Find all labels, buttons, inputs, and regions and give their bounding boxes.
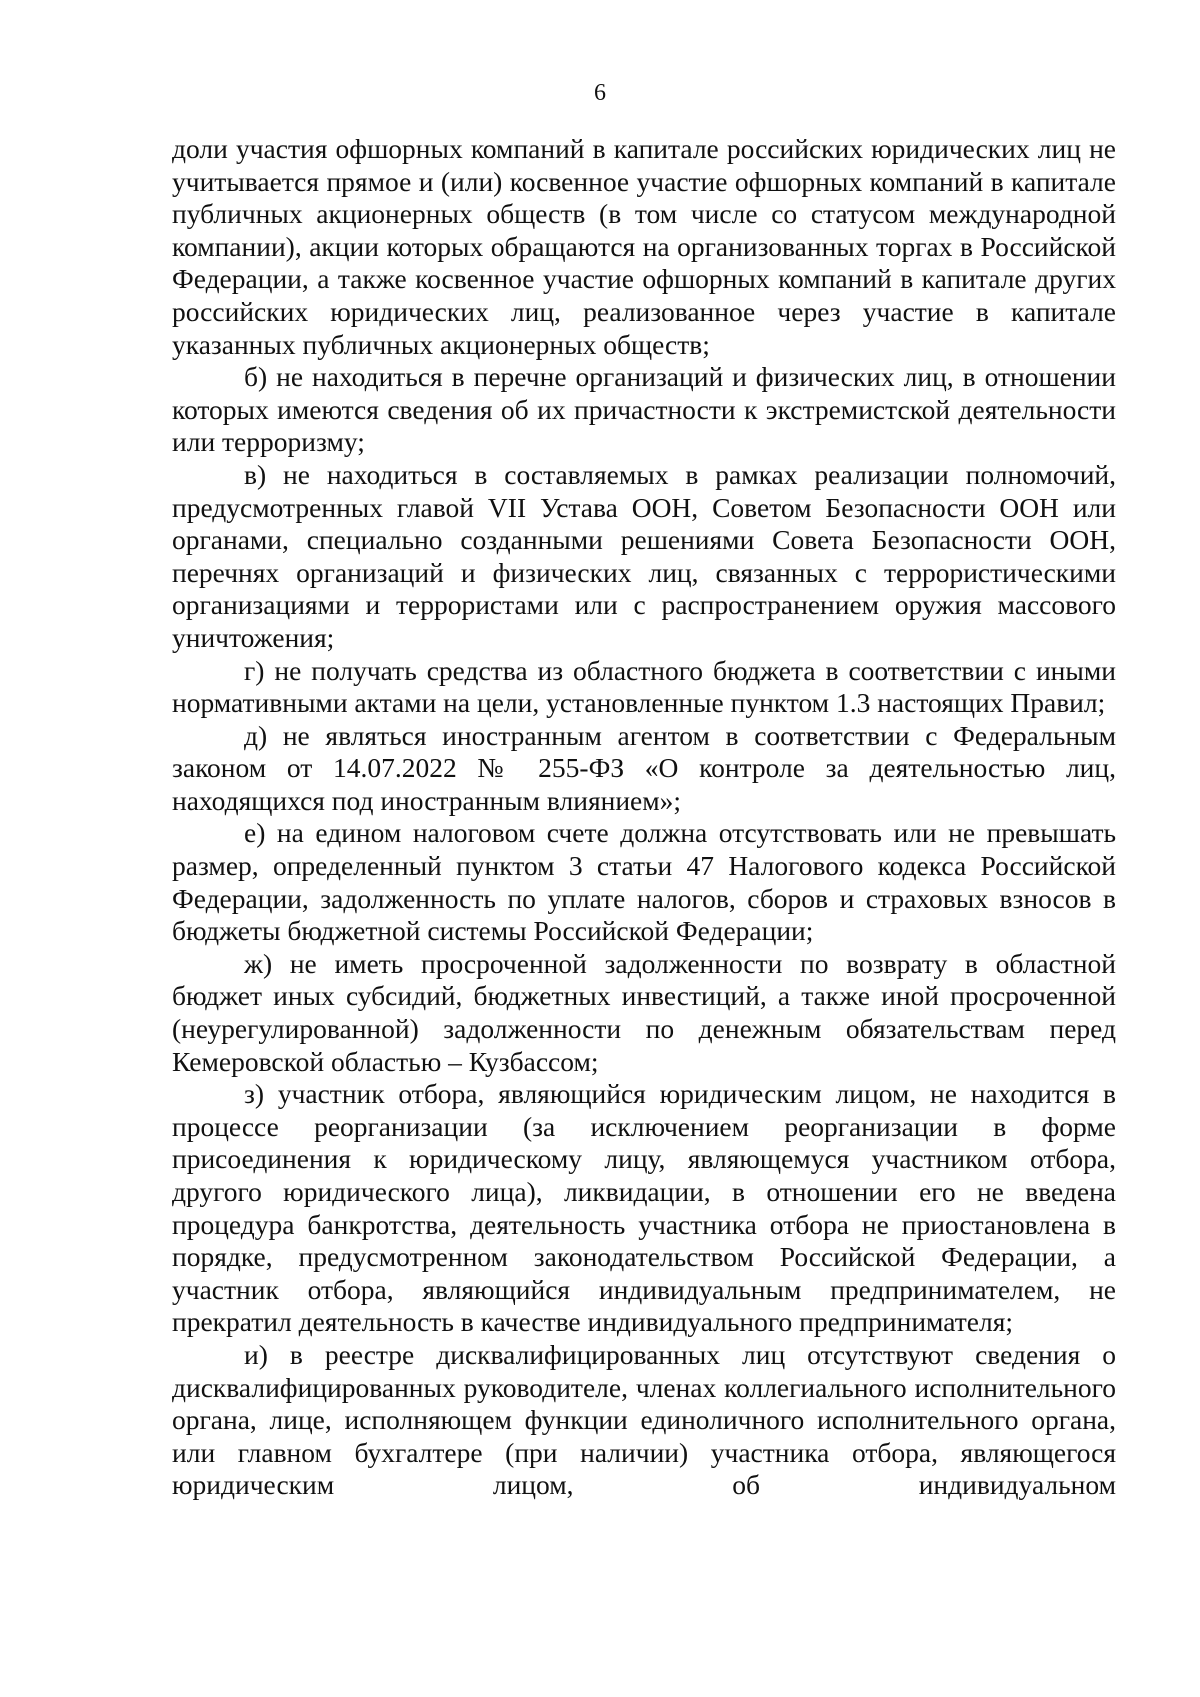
document-body — [172, 133, 1116, 1502]
paragraph-zh: ж) не иметь просроченной задолженности по возврату в областной бюджет иных субсидий, бюджетных инвестиций, а также иной просроченной (неурегулированной) задолженности по денежным обязательствам перед Кемеровской областью – Кузбассом; — [172, 947, 1116, 1077]
paragraph-i: и) в реестре дисквалифицированных лиц отсутствуют сведения о дисквалифицированных руководителе, членах коллегиального исполнительного органа, лице, исполняющем функции единоличного исполнительного органа, или главном бухгалтере (при наличии) участника отбора, являющегося юридическим лицом, об индивидуальном — [172, 1338, 1116, 1501]
paragraph-continuation: доли участия офшорных компаний в капитале российских юридических лиц не учитывается прямое и (или) косвенное участие офшорных компаний в капитале публичных акционерных обществ (в том числе со статусом международной компании), акции которых обращаются на организованных торгах в Российской Федерации, а также косвенное участие офшорных компаний в капитале других российских юридических лиц, реализованное через участие в капитале указанных публичных акционерных обществ; — [172, 133, 1116, 360]
paragraph-g: г) не получать средства из областного бюджета в соответствии с иными нормативными актами на цели, установленные пунктом 1.3 настоящих Правил; — [172, 654, 1116, 719]
paragraph-b: б) не находиться в перечне организаций и физических лиц, в отношении которых имеются сведения об их причастности к экстремистской деятельности или терроризму; — [172, 361, 1116, 458]
paragraph-z: з) участник отбора, являющийся юридическим лицом, не находится в процессе реорганизации (за исключением реорганизации в форме присоединения к юридическому лицу, являющемуся участником отбора, другого юридического лица), ликвидации, в отношении его не введена процедура банкротства, деятельность участника отбора не приостановлена в порядке, предусмотренном законодательством Российской Федерации, а участник отбора, являющийся индивидуальным предпринимателем, не прекратил деятельность в качестве индивидуального предпринимателя; — [172, 1078, 1116, 1338]
page-number: 6 — [594, 80, 606, 106]
paragraph-v: в) не находиться в составляемых в рамках реализации полномочий, предусмотренных главой VII Устава ООН, Советом Безопасности ООН или органами, специально созданными решениями Совета Безопасности ООН, перечнях организаций и физических лиц, связанных с террористическими организациями и террористами или с распространением оружия массового уничтожения; — [172, 458, 1116, 653]
paragraph-d: д) не являться иностранным агентом в соответствии с Федеральным законом от 14.07.2022 № 255-ФЗ «О контроле за деятельностью лиц, находящихся под иностранным влиянием»; — [172, 719, 1116, 816]
paragraph-e: е) на едином налоговом счете должна отсутствовать или не превышать размер, определенный пунктом 3 статьи 47 Налогового кодекса Российской Федерации, задолженность по уплате налогов, сборов и страховых взносов в бюджеты бюджетной системы Российской Федерации; — [172, 817, 1116, 947]
